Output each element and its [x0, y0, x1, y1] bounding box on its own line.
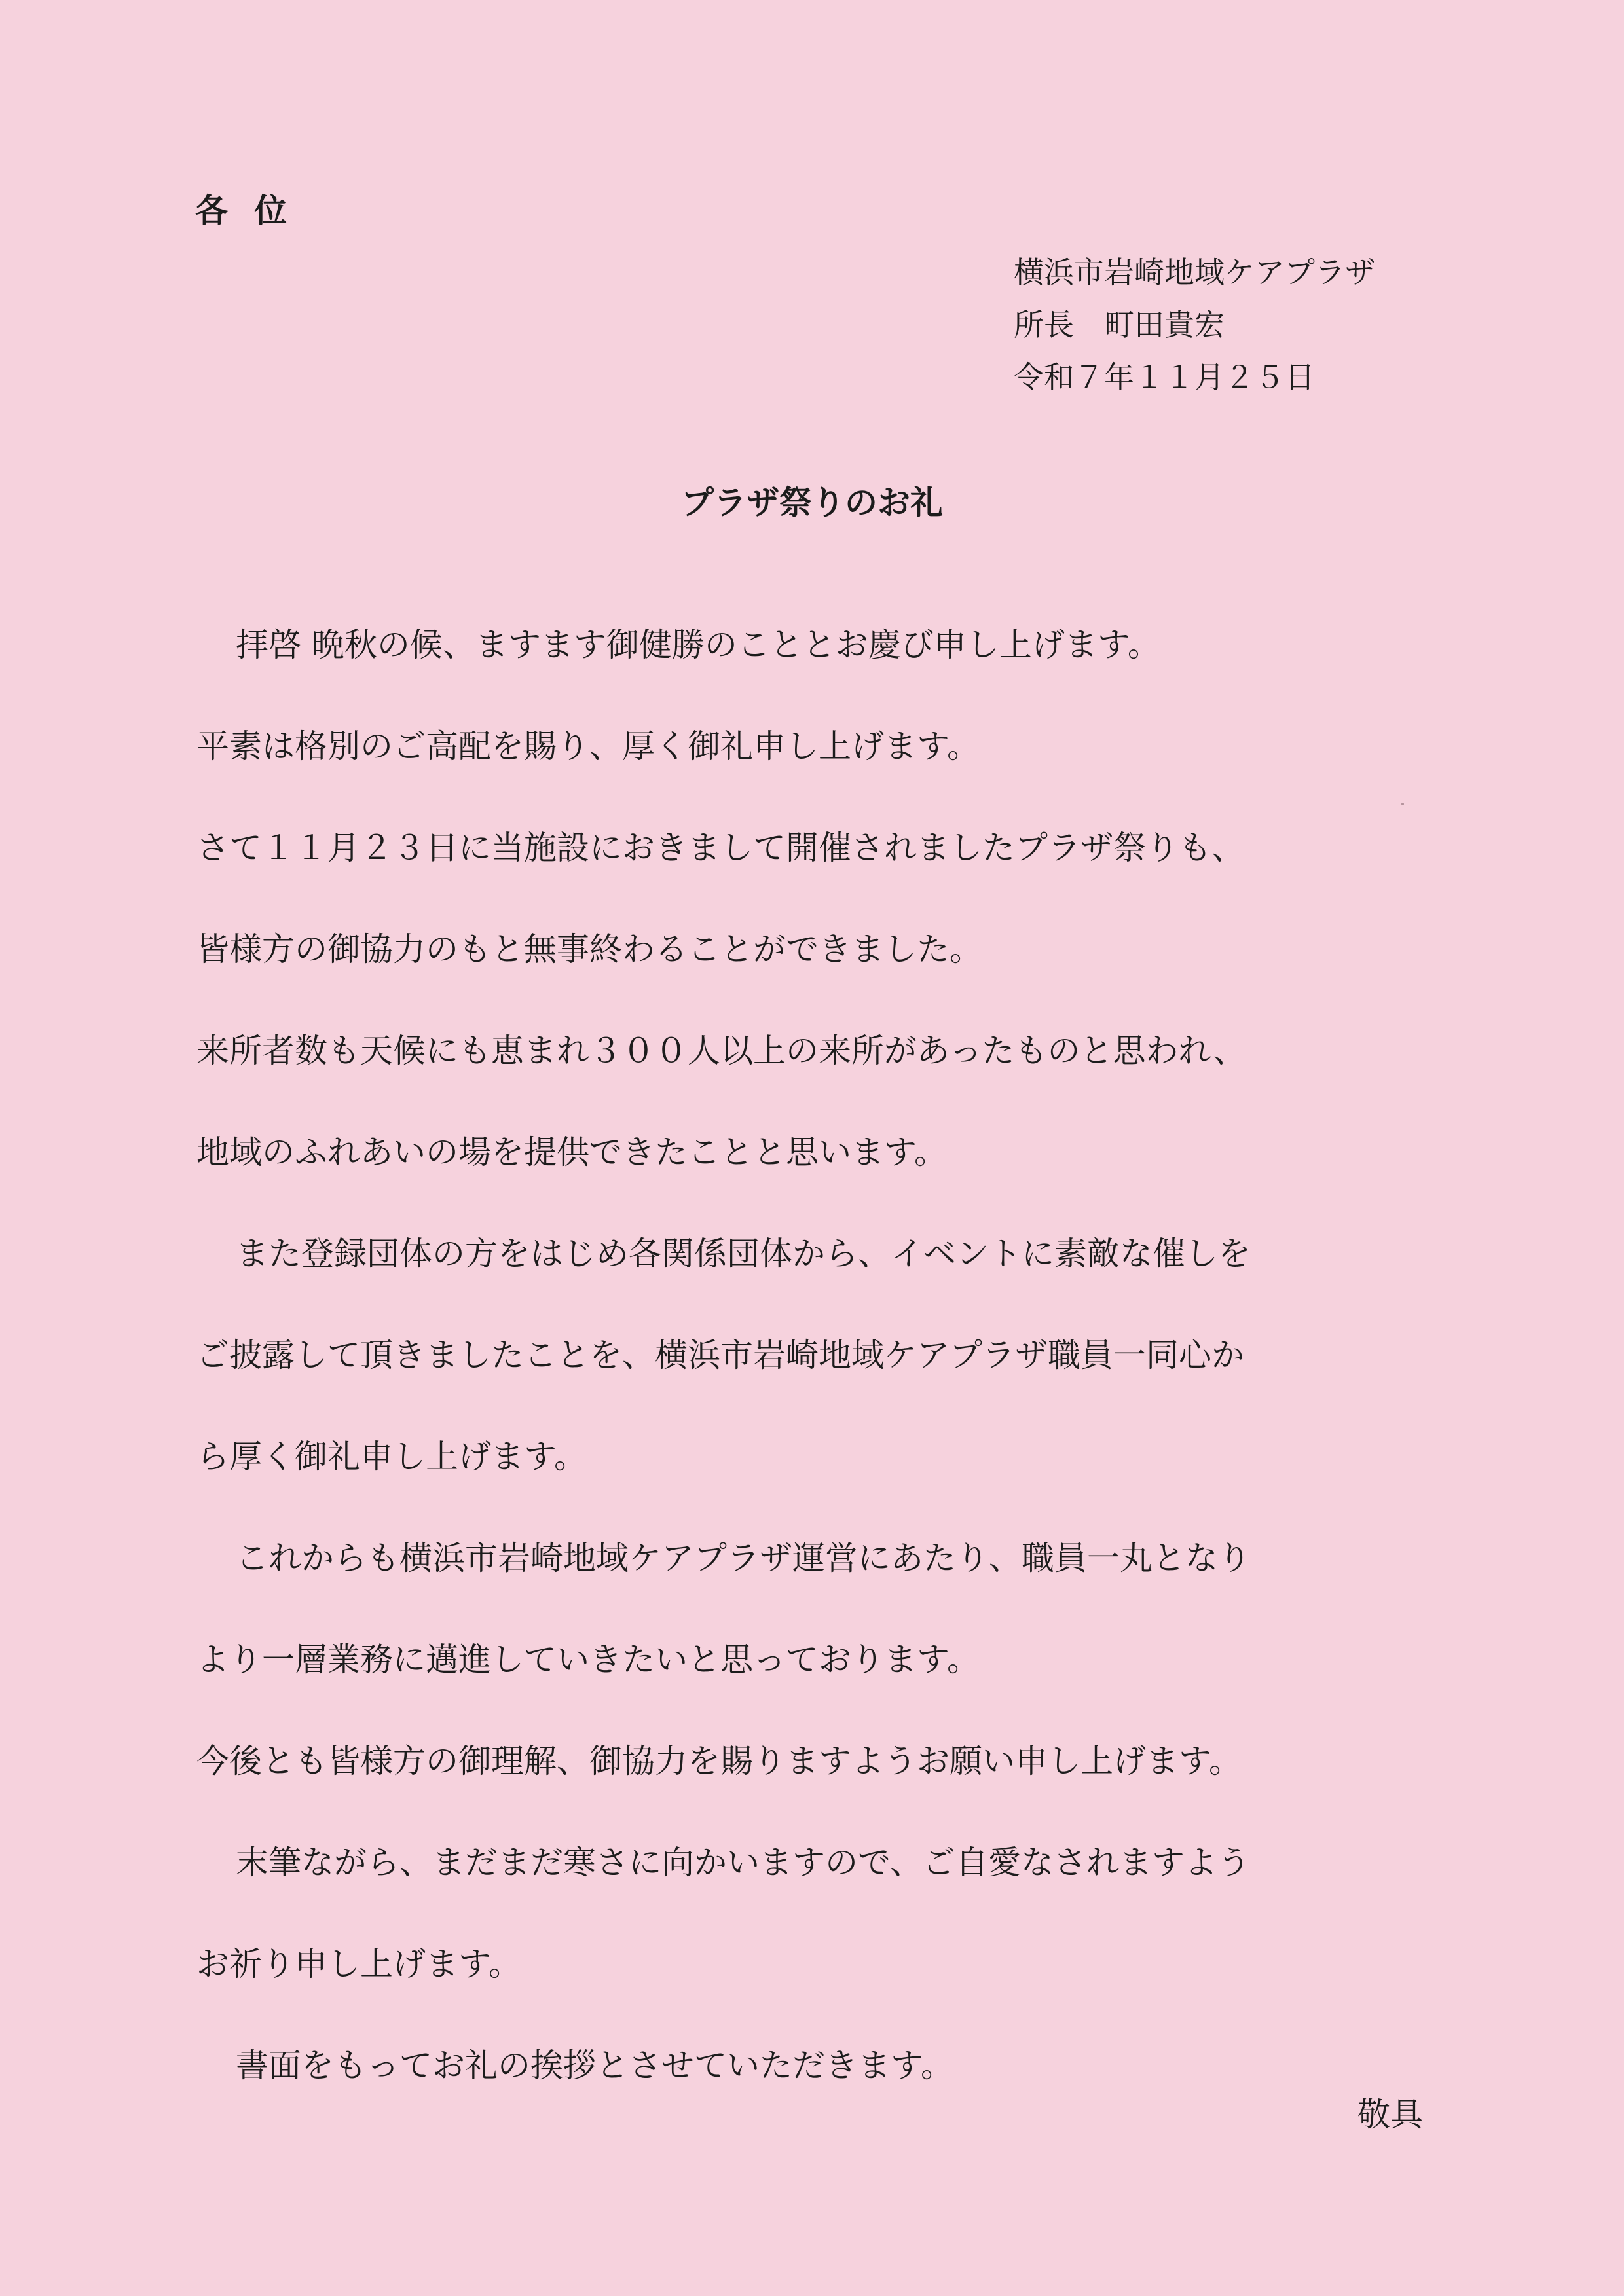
body-line: これからも横浜市岩崎地域ケアプラザ運営にあたり、職員一丸となり — [236, 1539, 1251, 1577]
body-line: より一層業務に邁進していきたいと思っております。 — [196, 1641, 980, 1679]
closing-keigu: 敬具 — [1357, 2096, 1423, 2134]
body-line: お祈り申し上げます。 — [196, 1945, 521, 1983]
body-line: ご披露して頂きましたことを、横浜市岩崎地域ケアプラザ職員一同心か — [196, 1336, 1244, 1374]
body-line: 来所者数も天候にも恵まれ３００人以上の来所があったものと思われ、 — [196, 1032, 1246, 1070]
scan-speck — [1401, 803, 1404, 805]
body-line: 地域のふれあいの場を提供できたことと思います。 — [196, 1133, 947, 1171]
body-line: 書面をもってお礼の挨拶とさせていただきます。 — [236, 2047, 953, 2085]
sender-date: 令和７年１１月２５日 — [1014, 359, 1315, 395]
sender-block — [1014, 254, 1433, 411]
body-line: また登録団体の方をはじめ各関係団体から、イベントに素敵な催しを — [236, 1235, 1251, 1273]
body-line: さて１１月２３日に当施設におきまして開催されましたプラザ祭りも、 — [196, 829, 1244, 867]
body-line: ら厚く御礼申し上げます。 — [196, 1438, 587, 1476]
body-line: 今後とも皆様方の御理解、御協力を賜りますようお願い申し上げます。 — [196, 1742, 1242, 1780]
body-line: 皆様方の御協力のもと無事終わることができました。 — [196, 930, 982, 968]
sender-title-and-name: 所長 町田貴宏 — [1014, 307, 1225, 342]
body-line: 拝啓 晩秋の候、ますます御健勝のこととお慶び申し上げます。 — [236, 626, 1160, 664]
document-title: プラザ祭りのお礼 — [681, 483, 943, 522]
body-line: 平素は格別のご高配を賜り、厚く御礼申し上げます。 — [196, 727, 980, 765]
addressee: 各位 — [195, 191, 313, 230]
sender-organization: 横浜市岩崎地域ケアプラザ — [1014, 255, 1375, 290]
letter-body — [196, 625, 1441, 2147]
body-line: 末筆ながら、まだまだ寒さに向かいますので、ご自愛なされますよう — [236, 1844, 1250, 1882]
